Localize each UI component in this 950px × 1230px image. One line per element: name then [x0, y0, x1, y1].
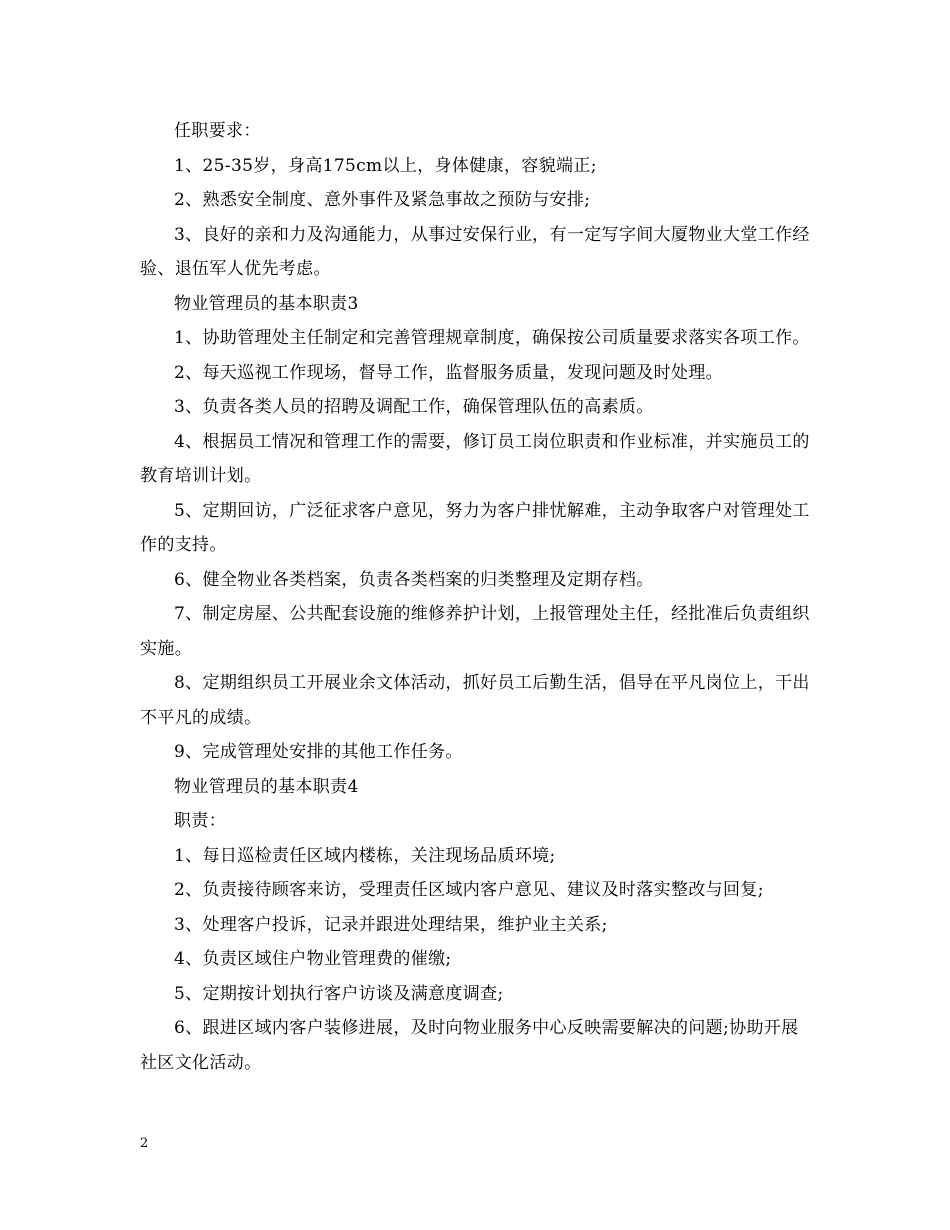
paragraph-duty-3-8: 8、定期组织员工开展业余文体活动，抓好员工后勤生活，倡导在平凡岗位上，干出不平凡的成绩。	[140, 673, 810, 728]
paragraph-duty-4-1: 1、每日巡检责任区域内楼栋，关注现场品质环境;	[174, 845, 556, 866]
paragraph-duty-3-3: 3、负责各类人员的招聘及调配工作，确保管理队伍的高素质。	[174, 397, 654, 417]
paragraph-duty-3-6: 6、健全物业各类档案，负责各类档案的归类整理及定期存档。	[174, 569, 654, 590]
section-heading-duties-4: 物业管理员的基本职责4	[174, 776, 359, 797]
document-body	[140, 114, 815, 1080]
paragraph-duties-label: 职责：	[174, 811, 227, 831]
paragraph-duty-4-3: 3、处理客户投诉，记录并跟进处理结果，维护业主关系;	[174, 914, 608, 935]
paragraph-duty-4-6: 6、跟进区域内客户装修进展，及时向物业服务中心反映需要解决的问题;协助开展社区文化活动。	[140, 1018, 799, 1073]
page-number: 2	[140, 1136, 149, 1151]
paragraph-requirement-2: 2、熟悉安全制度、意外事件及紧急事故之预防与安排;	[174, 190, 591, 210]
paragraph-duty-3-1: 1、协助管理处主任制定和完善管理规章制度，确保按公司质量要求落实各项工作。	[174, 328, 810, 348]
paragraph-duty-3-4: 4、根据员工情况和管理工作的需要，修订员工岗位职责和作业标准，并实施员工的教育培训计划。	[140, 431, 810, 486]
paragraph-requirement-1: 1、25-35岁，身高175cm以上，身体健康，容貌端正;	[174, 155, 597, 176]
paragraph-requirement-3: 3、良好的亲和力及沟通能力，从事过安保行业，有一定写字间大厦物业大堂工作经验、退伍军人优先考虑。	[140, 224, 810, 279]
paragraph-duty-3-5: 5、定期回访，广泛征求客户意见，努力为客户排忧解难，主动争取客户对管理处工作的支持。	[140, 500, 810, 555]
paragraph-duty-4-5: 5、定期按计划执行客户访谈及满意度调查;	[174, 983, 504, 1004]
section-heading-duties-3: 物业管理员的基本职责3	[174, 293, 359, 314]
paragraph-duty-3-2: 2、每天巡视工作现场，督导工作，监督服务质量，发现问题及时处理。	[174, 362, 724, 383]
paragraph-duty-4-4: 4、负责区域住户物业管理费的催缴;	[174, 949, 452, 969]
paragraph-duty-3-9: 9、完成管理处安排的其他工作任务。	[174, 742, 463, 762]
paragraph-duty-4-2: 2、负责接待顾客来访，受理责任区域内客户意见、建议及时落实整改与回复;	[174, 880, 764, 900]
paragraph-requirements-heading: 任职要求：	[174, 121, 261, 141]
paragraph-duty-3-7: 7、制定房屋、公共配套设施的维修养护计划，上报管理处主任，经批准后负责组织实施。	[140, 604, 810, 659]
